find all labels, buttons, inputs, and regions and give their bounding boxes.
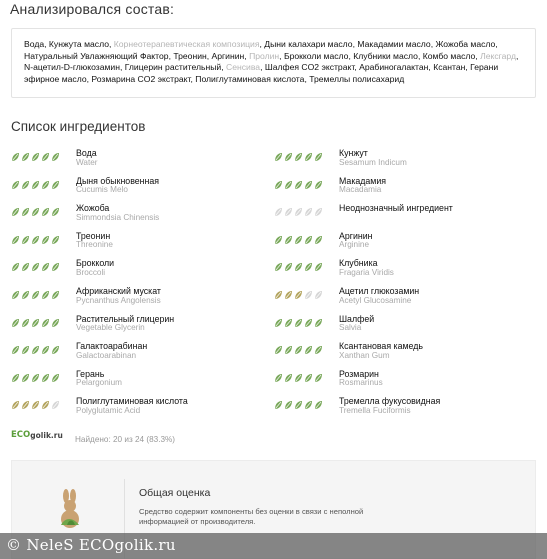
leaf-icon [21,207,30,217]
leaf-icon [294,290,303,300]
composition-separator: , [168,50,174,61]
ingredient-rating [11,345,60,355]
leaf-icon [304,262,313,272]
ingredient-rating [11,180,60,190]
ingredient-name: Герань [76,368,105,379]
leaf-icon [31,207,40,217]
leaf-icon [21,235,30,245]
ingredient-rating [274,318,323,328]
leaf-icon [11,180,20,190]
ingredient-name: Жожоба [76,203,110,214]
leaf-icon [41,262,50,272]
ingredient-item[interactable] [274,286,534,308]
composition-separator: , [430,39,436,49]
leaf-icon [51,180,60,190]
ingredient-name: Ксантановая камедь [339,341,423,352]
leaf-icon [51,152,60,162]
ingredient-item[interactable] [11,176,271,198]
ingredient-name: Ацетил глюкозамин [339,286,420,296]
leaf-icon [304,290,313,300]
leaf-icon [21,318,30,328]
ingredient-latin-name: Tremella Fuciformis [339,405,411,415]
found-count: Найдено: 20 из 24 (83.3%) [75,435,176,444]
overall-description: Средство содержит компоненты без оценки в связи с неполной информацией от производителя. [139,507,364,526]
composition-item: Корнеотерапевтическая композиция [113,39,260,49]
ingredient-name: Полиглутаминовая кислота [76,396,188,407]
composition-item: Пролин [249,50,280,61]
leaf-icon [294,152,303,162]
ingredient-latin-name: Vegetable Glycerin [76,323,145,333]
composition-separator: , [279,50,284,61]
composition-item: Розмарина CO2 экстракт [91,73,191,84]
leaf-icon [274,262,283,272]
composition-box [11,28,536,98]
analyzed-title: Анализировался состав: [10,1,175,17]
ingredient-item[interactable] [11,369,271,391]
leaf-icon [21,290,30,300]
ingredient-rating [11,262,60,272]
ingredient-name: Вода [76,148,97,158]
leaf-icon [304,400,313,410]
leaf-icon [41,207,50,217]
leaf-icon [294,207,303,217]
leaf-icon [41,235,50,245]
ingredient-name: Растительный глицерин [76,313,175,324]
leaf-icon [21,373,30,383]
ingredient-rating [274,207,323,217]
composition-item: Глицерин растительный [124,62,222,73]
ingredient-latin-name: Simmondsia Chinensis [76,212,160,222]
leaf-icon [41,318,50,328]
leaf-icon [11,262,20,272]
leaf-icon [11,400,20,410]
composition-item: Тремеллы полисахарид [309,73,405,84]
ingredient-item[interactable] [11,148,271,170]
ingredient-latin-name: Fragaria Viridis [339,267,394,277]
leaf-icon [21,262,30,272]
ingredient-latin-name: Water [76,157,98,167]
ingredient-name: Шалфей [339,313,375,324]
ingredient-rating [274,345,323,355]
ingredient-name: Галактоарабинан [76,341,148,352]
leaf-icon [31,235,40,245]
ecogolik-logo[interactable] [11,430,63,440]
composition-item: Натуральный Увлажняющий Фактор [24,50,169,61]
leaf-icon [294,373,303,383]
ingredient-item[interactable] [11,314,271,336]
composition-item: Брокколи масло [283,50,349,61]
ingredient-item[interactable] [11,258,271,280]
ingredient-name: Треонин [76,230,111,241]
composition-item: Арабиногалактан [359,62,429,73]
ingredient-latin-name: Polyglutamic Acid [76,405,141,415]
leaf-icon [41,180,50,190]
watermark-text: © NeleS ECOgolik.ru [6,536,176,554]
composition-separator: , [465,62,471,73]
composition-item: Шалфея CO2 экстракт [264,62,355,73]
ingredients-list-title: Список ингредиентов [11,119,146,134]
ingredient-name: Макадамия [339,175,387,186]
composition-item: Герани эфирное масло [24,62,499,84]
leaf-icon [11,290,20,300]
ingredient-name: Дыня обыкновенная [76,175,160,186]
composition-item: Ксантан [433,62,466,73]
composition-item: Вода [24,39,45,49]
composition-separator: , [44,39,49,49]
leaf-icon [274,345,283,355]
overall-title: Общая оценка [139,487,211,499]
ingredient-latin-name: Pelargonium [76,378,122,388]
composition-item: Жожоба масло [435,39,496,49]
composition-item: Треонин [173,50,207,61]
ingredient-rating [274,400,323,410]
ingredient-item[interactable] [274,203,534,225]
ingredient-item[interactable] [274,314,534,336]
ingredient-name: Розмарин [339,368,379,379]
ingredients-list [11,148,541,418]
composition-separator: , [304,73,310,84]
leaf-icon [11,318,20,328]
ingredient-rating [274,290,323,300]
composition-item: Макадамии масло [357,39,431,49]
composition-item: Лексгард [480,50,516,61]
ingredient-item[interactable] [11,341,271,363]
ingredient-rating [11,207,60,217]
ingredient-rating [11,318,60,328]
composition-separator: , [354,62,360,73]
composition-separator: , [190,73,196,84]
composition-separator: , [259,39,265,49]
ingredient-name: Африканский мускат [76,286,161,296]
ingredient-item[interactable] [11,231,271,253]
ingredient-latin-name: Broccoli [76,267,106,277]
ingredient-item[interactable] [274,396,534,418]
composition-item: Полиглутаминовая кислота [195,73,305,84]
ingredient-name: Тремелла фукусовидная [339,396,441,407]
ingredient-rating [274,373,323,383]
leaf-icon [294,318,303,328]
leaf-icon [11,235,20,245]
composition-item: Сенсива [225,62,261,73]
leaf-icon [31,318,40,328]
composition-separator: , [119,62,125,73]
composition-item: Дыни калахари масло [264,39,353,49]
composition-item: Аргинин [211,50,245,61]
leaf-icon [284,152,293,162]
ingredient-rating [274,152,323,162]
composition-separator: , [417,50,423,61]
composition-separator: , [86,73,92,84]
leaf-icon [21,180,30,190]
logo-eco-text: ECO [11,430,31,440]
leaf-icon [284,180,293,190]
leaf-icon [41,152,50,162]
leaf-icon [11,373,20,383]
ingredient-latin-name: Macadamia [339,185,382,195]
composition-separator: , [244,50,250,61]
composition-separator: , [206,50,212,61]
leaf-icon [304,318,313,328]
ingredient-rating [274,262,323,272]
ingredient-latin-name: Galactoarabinan [76,350,137,360]
ingredient-name: Кунжут [339,148,368,158]
ingredient-item[interactable] [274,176,534,198]
ingredient-item[interactable] [274,369,534,391]
leaf-icon [284,345,293,355]
leaf-icon [274,373,283,383]
ingredient-latin-name: Pycnanthus Angolensis [76,295,161,305]
leaf-icon [314,290,323,300]
leaf-icon [51,262,60,272]
ingredient-item[interactable] [274,258,534,280]
composition-separator: , [348,50,354,61]
leaf-icon [21,400,30,410]
leaf-icon [284,400,293,410]
leaf-icon [284,235,293,245]
ingredient-name: Неоднозначный ингредиент [339,203,453,214]
ingredient-latin-name: Sesamum Indicum [339,157,407,167]
leaf-icon [294,180,303,190]
leaf-icon [51,345,60,355]
leaf-icon [304,152,313,162]
leaf-icon [51,400,60,410]
composition-item: Комбо масло [422,50,476,61]
leaf-icon [284,290,293,300]
composition-separator: , [221,62,226,73]
ingredient-item[interactable] [274,341,534,363]
ingredient-name: Клубника [339,258,378,269]
ingredient-rating [11,152,60,162]
leaf-icon [294,345,303,355]
ingredient-rating [274,235,323,245]
leaf-icon [41,290,50,300]
leaf-icon [294,262,303,272]
leaf-icon [31,400,40,410]
ingredient-rating [274,180,323,190]
leaf-icon [21,345,30,355]
leaf-icon [31,345,40,355]
ingredient-rating [11,400,60,410]
leaf-icon [314,207,323,217]
rabbit-icon [57,489,83,534]
composition-separator: , [495,39,498,49]
ingredient-latin-name: Xanthan Gum [339,350,390,360]
leaf-icon [51,235,60,245]
ingredient-latin-name: Rosmarinus [339,378,383,388]
leaf-icon [304,207,313,217]
ingredient-latin-name: Cucumis Melo [76,185,128,195]
ingredient-rating [11,235,60,245]
leaf-icon [304,345,313,355]
leaf-icon [304,235,313,245]
leaf-icon [31,290,40,300]
leaf-icon [31,262,40,272]
leaf-icon [41,400,50,410]
ingredient-item[interactable] [11,396,271,418]
ingredient-name: Брокколи [76,258,115,269]
ingredient-latin-name: Salvia [339,323,362,333]
leaf-icon [314,262,323,272]
leaf-icon [314,400,323,410]
composition-separator: , [108,39,114,49]
leaf-icon [31,373,40,383]
ingredient-latin-name: Acetyl Glucosamine [339,295,412,305]
leaf-icon [314,152,323,162]
leaf-icon [41,373,50,383]
leaf-icon [274,318,283,328]
ingredient-item[interactable] [274,148,534,170]
composition-item: N-ацетил-D-глюкозамин [24,62,120,73]
ingredient-name: Аргинин [339,230,373,241]
composition-separator: , [475,50,481,61]
leaf-icon [11,207,20,217]
ingredient-rating [11,373,60,383]
leaf-icon [284,318,293,328]
leaf-icon [314,373,323,383]
leaf-icon [41,345,50,355]
ingredient-item[interactable] [11,203,271,225]
leaf-icon [284,207,293,217]
leaf-icon [31,180,40,190]
leaf-icon [304,180,313,190]
leaf-icon [274,207,283,217]
leaf-icon [21,152,30,162]
leaf-icon [304,373,313,383]
composition-item: Клубники масло [353,50,418,61]
composition-item: Кунжута масло [48,39,109,49]
leaf-icon [314,318,323,328]
ingredient-latin-name: Arginine [339,240,370,250]
leaf-icon [51,207,60,217]
leaf-icon [31,152,40,162]
composition-separator: , [260,62,265,73]
leaf-icon [314,180,323,190]
leaf-icon [11,152,20,162]
leaf-icon [284,262,293,272]
composition-separator: , [515,50,519,61]
leaf-icon [274,152,283,162]
leaf-icon [274,180,283,190]
leaf-icon [274,400,283,410]
leaf-icon [294,400,303,410]
leaf-icon [284,373,293,383]
leaf-icon [274,290,283,300]
logo-rest-text: golik.ru [30,431,63,440]
ingredient-latin-name: Threonine [76,240,113,250]
leaf-icon [11,345,20,355]
leaf-icon [51,373,60,383]
leaf-icon [314,345,323,355]
leaf-icon [294,235,303,245]
ingredient-item[interactable] [11,286,271,308]
leaf-icon [51,318,60,328]
leaf-icon [314,235,323,245]
leaf-icon [274,235,283,245]
composition-separator: , [428,62,434,73]
brand-row [11,430,311,448]
ingredient-rating [11,290,60,300]
leaf-icon [51,290,60,300]
composition-separator: , [352,39,358,49]
ingredient-item[interactable] [274,231,534,253]
